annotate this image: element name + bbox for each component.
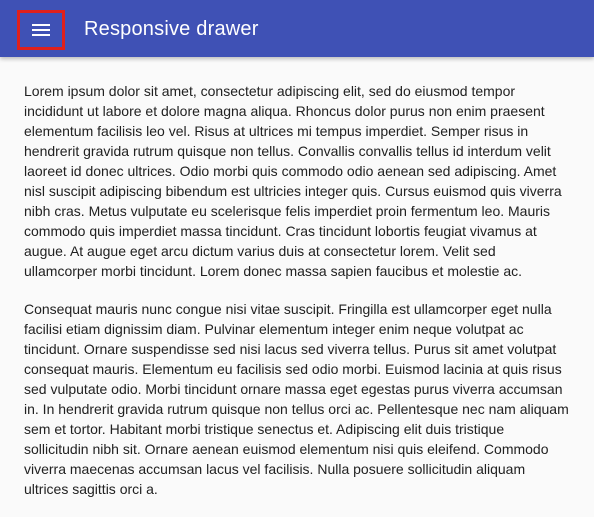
content-paragraph-1: Lorem ipsum dolor sit amet, consectetur adipiscing elit, sed do eiusmod tempor incididunt ut labore et dolore magna aliqua. Rhoncus dolor purus non enim praesent elementum facilisis leo vel. Risus at ultrices mi tempus imperdiet. Semper risus in hendrerit gravida rutrum quisque non tellus. Convallis convallis tellus id interdum velit laoreet id donec ultrices. Odio morbi quis commodo odio aenean sed adipiscing. Amet nisl suscipit adipiscing bibendum est ultricies integer quis. Cursus euismod quis viverra nibh cras. Metus vulputate eu scelerisque felis imperdiet proin fermentum leo. Mauris commodo quis imperdiet massa tincidunt. Cras tincidunt lobortis feugiat vivamus at augue. At augue eget arcu dictum varius duis at consectetur lorem. Velit sed ullamcorper morbi tincidunt. Lorem donec massa sapien faucibus et molestie ac. xyxy=(24,83,562,279)
main-content xyxy=(24,81,572,517)
menu-button[interactable] xyxy=(17,10,65,50)
content-paragraph-2: Consequat mauris nunc congue nisi vitae suscipit. Fringilla est ullamcorper eget nulla facilisi etiam dignissim diam. Pulvinar elementum integer enim neque volutpat ac tincidunt. Ornare suspendisse sed nisi lacus sed viverra tellus. Purus sit amet volutpat consequat mauris. Elementum eu facilisis sed odio morbi. Euismod lacinia at quis risus sed vulputate odio. Morbi tincidunt ornare massa eget egestas purus viverra accumsan in. In hendrerit gravida rutrum quisque non tellus orci ac. Pellentesque nec nam aliquam sem et tortor. Habitant morbi tristique senectus et. Adipiscing elit duis tristique sollicitudin nibh sit. Ornare aenean euismod elementum nisi quis eleifend. Commodo viverra maecenas accumsan lacus vel facilisis. Nulla posuere sollicitudin aliquam ultrices sagittis orci a. xyxy=(24,301,569,497)
menu-icon xyxy=(32,24,50,36)
page-title: Responsive drawer xyxy=(84,18,259,40)
app-bar xyxy=(0,0,594,57)
